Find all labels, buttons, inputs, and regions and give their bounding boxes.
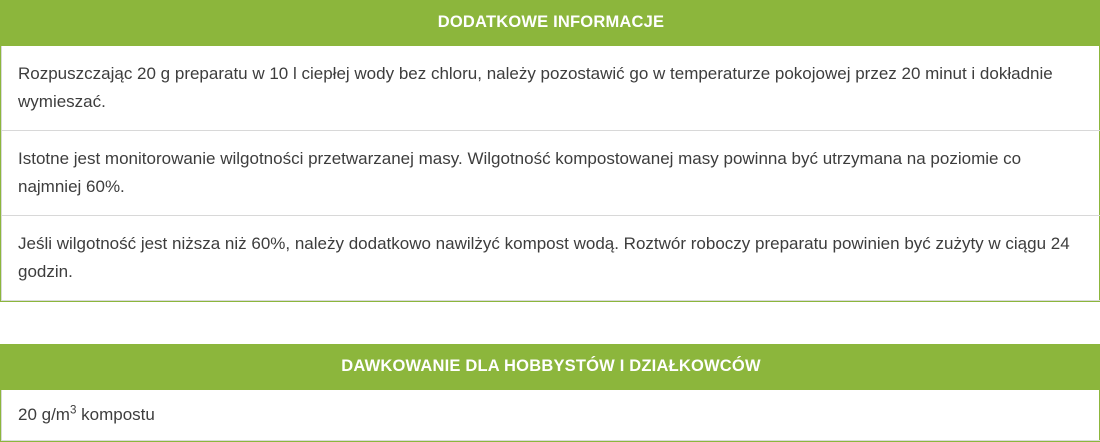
section-spacer <box>0 302 1100 344</box>
info-row: Rozpuszczając 20 g preparatu w 10 l ciepłej wody bez chloru, należy pozostawić go w temperaturze pokojowej przez 20 minut i dokładnie wymieszać. <box>2 46 1100 131</box>
dosage-value-suffix: kompostu <box>76 405 155 425</box>
dosage-value-prefix: 20 g/m <box>18 405 70 425</box>
dosage-row <box>2 390 1100 440</box>
section-title-dosage-hobbyists: DAWKOWANIE DLA HOBBYSTÓW I DZIAŁKOWCÓW <box>1 344 1100 390</box>
info-row: Jeśli wilgotność jest niższa niż 60%, należy dodatkowo nawilżyć kompost wodą. Roztwór roboczy preparatu powinien być zużyty w ciągu 24 godzin. <box>18 234 1070 281</box>
info-row: Istotne jest monitorowanie wilgotności przetwarzanej masy. Wilgotność kompostowanej masy powinna być utrzymana na poziomie co najmniej 60%. <box>2 131 1100 216</box>
section-body-dosage-hobbyists <box>1 390 1100 441</box>
section-dosage-hobbyists <box>0 344 1100 442</box>
dosage-value-exponent: 3 <box>69 404 77 417</box>
section-title-additional-information: DODATKOWE INFORMACJE <box>1 0 1100 46</box>
section-body-additional-information <box>1 46 1100 301</box>
